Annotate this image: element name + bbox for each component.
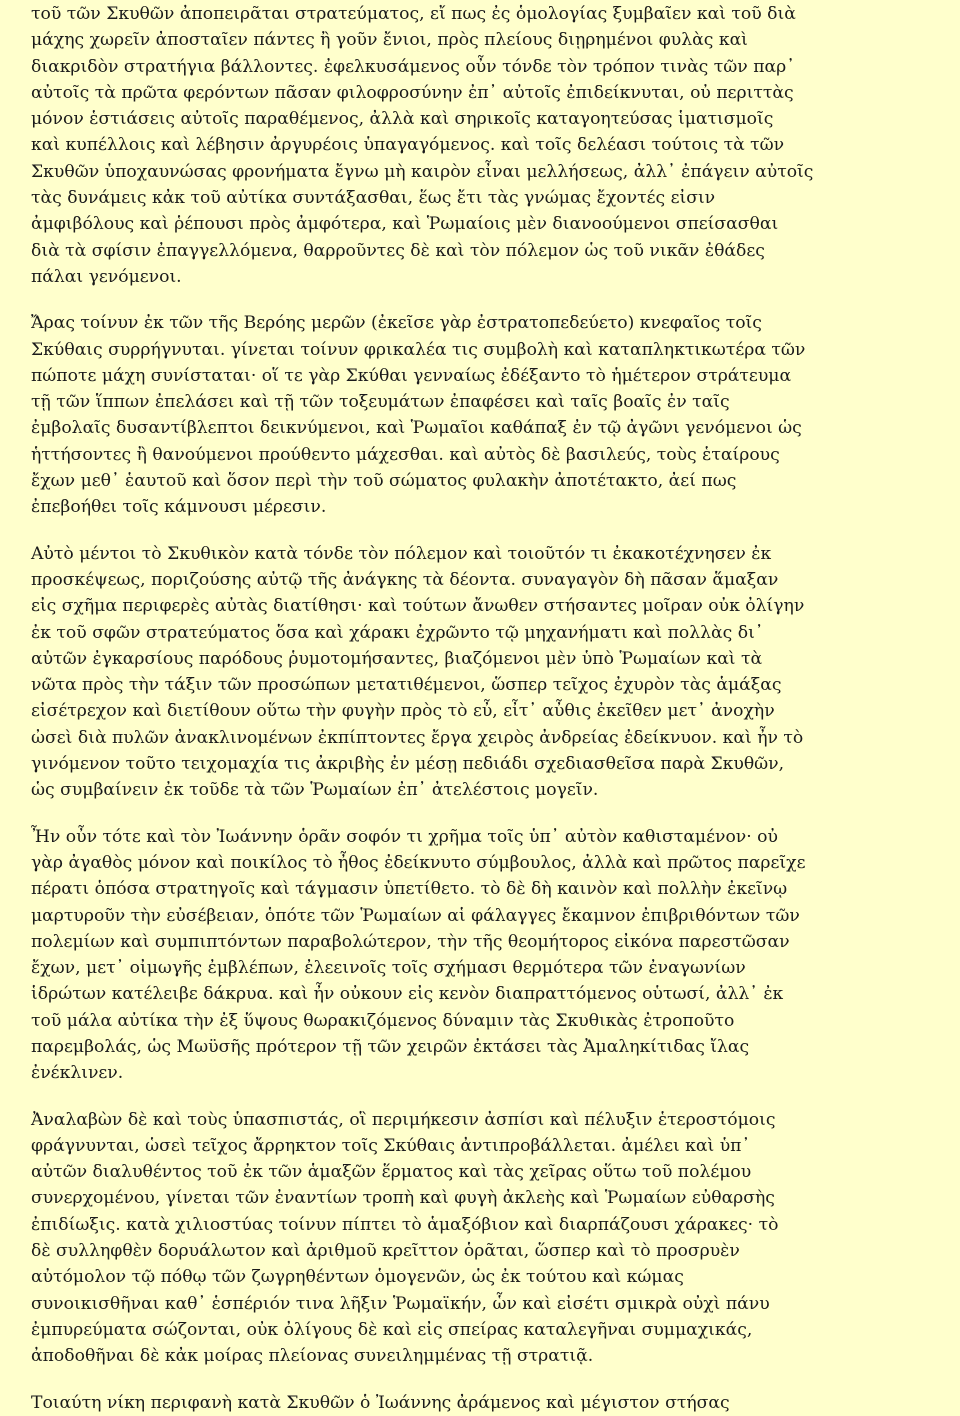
text-line: μαρτυροῦν τὴν εὐσέβειαν, ὁπότε τῶν Ῥωμαίων αἱ φάλαγγες ἔκαμνον ἐπιβριθόντων τῶν	[31, 905, 800, 926]
text-line: καὶ κυπέλλοις καὶ λέβησιν ἀργυρέοις ὑπαγαγόμενος. καὶ τοῖς δελέασι τούτοις τὰ τῶν	[31, 135, 785, 156]
text-line: συνερχομένου, γίνεται τῶν ἐναντίων τροπὴ καὶ φυγὴ ἀκλεὴς καὶ Ῥωμαίων εὐθαρσὴς	[31, 1188, 775, 1209]
text-line: πώποτε μάχη συνίσταται· οἵ τε γὰρ Σκύθαι γενναίως ἐδέξαντο τὸ ἡμέτερον στράτευμα	[31, 365, 792, 386]
text-line: ἐπιδίωξις. κατὰ χιλιοστύας τοίνυν πίπτει τὸ ἁμαξόβιον καὶ διαρπάζουσι χάρακες· τὸ	[31, 1214, 779, 1235]
text-line: Ἄρας τοίνυν ἐκ τῶν τῆς Βερόης μερῶν (ἐκεῖσε γὰρ ἐστρατοπεδεύετο) κνεφαῖος τοῖς	[31, 313, 762, 334]
text-line: τοῦ τῶν Σκυθῶν ἀποπειρᾶται στρατεύματος, εἴ πως ἐς ὁμολογίας ξυμβαῖεν καὶ τοῦ διὰ	[31, 4, 796, 24]
text-line: ἐπεβοήθει τοῖς κάμνουσι μέρεσιν.	[31, 497, 327, 518]
text-line: Ἦν οὖν τότε καὶ τὸν Ἰωάννην ὁρᾶν σοφόν τι χρῆμα τοῖς ὑπ᾽ αὐτὸν καθισταμένον· οὐ	[31, 826, 778, 847]
text-line: αὐτόμολον τῷ πόθῳ τῶν ζωγρηθέντων ὁμογενῶν, ὡς ἐκ τούτου καὶ κώμας	[31, 1267, 684, 1288]
text-line: Σκύθαις συρρήγνυται. γίνεται τοίνυν φρικαλέα τις συμβολὴ καὶ καταπληκτικωτέρα τῶν	[31, 339, 806, 360]
text-line: ὠσεὶ διὰ πυλῶν ἀνακλινομένων ἐκπίπτοντες ἔργα χειρὸς ἀνδρείας ἐδείκνυον. καὶ ἦν τὸ	[31, 727, 804, 748]
paragraph	[31, 541, 940, 804]
text-line: Σκυθῶν ὑποχαυνώσας φρονήματα ἔγνω μὴ καιρὸν εἶναι μελλήσεως, ἀλλ᾽ ἐπάγειν αὐτοῖς	[31, 161, 814, 182]
text-line: ὡς συμβαίνειν ἐκ τοῦδε τὰ τῶν Ῥωμαίων ἐπ᾽ ἀτελέστοις μογεῖν.	[31, 780, 599, 801]
text-line: εἰς σχῆμα περιφερὲς αὐτὰς διατίθησι· καὶ τούτων ἄνωθεν στήσαντες μοῖραν οὐκ ὀλίγην	[31, 596, 805, 617]
text-line: συνοικισθῆναι καθ᾽ ἑσπέριόν τινα λῆξιν Ῥωμαϊκήν, ὧν καὶ εἰσέτι σμικρὰ οὐχὶ πάνυ	[31, 1293, 770, 1314]
text-line: εἰσέτρεχον καὶ διετίθουν οὕτω τὴν φυγὴν πρὸς τὸ εὖ, εἶτ᾽ αὖθις ἐκεῖθεν μετ᾽ ἀνοχὴν	[31, 701, 775, 722]
text-line: αὐτῶν διαλυθέντος τοῦ ἐκ τῶν ἁμαξῶν ἕρματος καὶ τὰς χεῖρας οὕτω τοῦ πολέμου	[31, 1162, 752, 1183]
text-line: πέρατι ὁπόσα στρατηγοῖς καὶ τάγμασιν ὑπετίθετο. τὸ δὲ δὴ καινὸν καὶ πολλὴν ἐκεῖνῳ	[31, 879, 788, 900]
text-line: διακριδὸν στρατήγια βάλλοντες. ἐφελκυσάμενος οὖν τόνδε τὸν τρόπον τινὰς τῶν παρ᾽	[31, 56, 795, 77]
text-line: τὰς δυνάμεις κἀκ τοῦ αὐτίκα συντάξασθαι, ἕως ἔτι τὰς γνώμας ἔχοντές εἰσιν	[31, 188, 716, 209]
text-line: ἐνέκλινεν.	[31, 1063, 124, 1084]
text-line: ἐκ τοῦ σφῶν στρατεύματος ὅσα καὶ χάρακι ἐχρῶντο τῷ μηχανήματι καὶ πολλὰς δι᾽	[31, 622, 764, 643]
text-line: πολεμίων καὶ συμπιπτόντων παραβολώτερον, τὴν τῆς θεομήτορος εἰκόνα παρεστῶσαν	[31, 931, 790, 952]
paragraph	[31, 824, 940, 1087]
text-line: Αὐτὸ μέντοι τὸ Σκυθικὸν κατὰ τόνδε τὸν πόλεμον καὶ τοιοῦτόν τι ἐκακοτέχνησεν ἐκ	[31, 543, 772, 564]
text-line: Τοιαύτη νίκη περιφανὴ κατὰ Σκυθῶν ὁ Ἰωάννης ἀράμενος καὶ μέγιστον στήσας	[31, 1392, 730, 1413]
document-page	[0, 1, 960, 1416]
text-line: ἱδρώτων κατέλειβε δάκρυα. καὶ ἦν οὐκουν εἰς κενὸν διαπραττόμενος οὑτωσί, ἀλλ᾽ ἐκ	[31, 984, 784, 1005]
text-line: ἐμπυρεύματα σώζονται, οὐκ ὀλίγους δὲ καὶ εἰς σπείρας καταλεγῆναι συμμαχικάς,	[31, 1319, 753, 1340]
text-line: ἔχων μεθ᾽ ἑαυτοῦ καὶ ὅσον περὶ τὴν τοῦ σώματος φυλακὴν ἀποτέτακτο, ἀεί πως	[31, 471, 737, 492]
paragraph	[31, 1, 940, 290]
text-line: δὲ συλληφθὲν δορυάλωτον καὶ ἀριθμοῦ κρεῖττον ὁρᾶται, ὥσπερ καὶ τὸ προσρυὲν	[31, 1241, 740, 1262]
paragraph	[31, 1390, 940, 1416]
text-line: νῶτα πρὸς τὴν τάξιν τῶν προσώπων μετατιθέμενοι, ὥσπερ τεῖχος ἐχυρὸν τὰς ἁμάξας	[31, 675, 782, 696]
text-line: παρεμβολάς, ὡς Μωϋσῆς πρότερον τῇ τῶν χειρῶν ἐκτάσει τὰς Ἀμαληκίτιδας ἴλας	[31, 1036, 750, 1057]
text-line: Ἀναλαβὼν δὲ καὶ τοὺς ὑπασπιστάς, οἳ περιμήκεσιν ἀσπίσι καὶ πέλυξιν ἑτεροστόμοις	[31, 1109, 776, 1130]
paragraph	[31, 1107, 940, 1370]
text-line: πάλαι γενόμενοι.	[31, 266, 182, 287]
text-line: γὰρ ἀγαθὸς μόνον καὶ ποικίλος τὸ ἦθος ἐδείκνυτο σύμβουλος, ἀλλὰ καὶ πρῶτος παρεῖχε	[31, 852, 806, 873]
text-line: διὰ τὰ σφίσιν ἐπαγγελλόμενα, θαρροῦντες δὲ καὶ τὸν πόλεμον ὡς τοῦ νικᾶν ἐθάδες	[31, 240, 765, 261]
text-line: ἀμφιβόλους καὶ ῥέπουσι πρὸς ἀμφότερα, καὶ Ῥωμαίοις μὲν διανοούμενοι σπείσασθαι	[31, 214, 779, 235]
text-line: προσκέψεως, ποριζούσης αὐτῷ τῆς ἀνάγκης τὰ δέοντα. συναγαγὸν δὴ πᾶσαν ἅμαξαν	[31, 569, 779, 590]
text-line: ἡττήσοντες ἢ θανούμενοι προύθεντο μάχεσθαι. καὶ αὐτὸς δὲ βασιλεύς, τοὺς ἑταίρους	[31, 444, 780, 465]
text-line: αὐτῶν ἐγκαρσίους παρόδους ῥυμοτομήσαντες, βιαζόμενοι μὲν ὑπὸ Ῥωμαίων καὶ τὰ	[31, 648, 763, 669]
text-line: ἔχων, μετ᾽ οἰμωγῆς ἐμβλέπων, ἐλεεινοῖς τοῖς σχήμασι θερμότερα τῶν ἐναγωνίων	[31, 958, 746, 979]
text-line: ἀποδοθῆναι δὲ κἀκ μοίρας πλείονας συνειλημμένας τῇ στρατιᾷ.	[31, 1346, 594, 1367]
text-line: φράγνυνται, ὡσεὶ τεῖχος ἄρρηκτον τοῖς Σκύθαις ἀντιπροβάλλεται. ἀμέλει καὶ ὑπ᾽	[31, 1135, 751, 1156]
text-line: γινόμενον τοῦτο τειχομαχία τις ἀκριβὴς ἐν μέσῃ πεδιάδι σχεδιασθεῖσα παρὰ Σκυθῶν,	[31, 754, 785, 775]
text-line: μόνον ἑστιάσεις αὐτοῖς παραθέμενος, ἀλλὰ καὶ σηρικοῖς καταγοητεύσας ἱματισμοῖς	[31, 109, 774, 130]
text-line: αὐτοῖς τὰ πρῶτα φερόντων πᾶσαν φιλοφροσύνην ἐπ᾽ αὐτοῖς ἐπιδείκνυται, οὐ περιττὰς	[31, 82, 794, 103]
text-line: μάχης χωρεῖν ἀποσταῖεν πάντες ἢ γοῦν ἔνιοι, πρὸς πλείους διῃρημένοι φυλὰς καὶ	[31, 30, 748, 51]
paragraph	[31, 310, 940, 520]
text-line: τοῦ μάλα αὐτίκα τὴν ἐξ ὕψους θωρακιζόμενος δύναμιν τὰς Σκυθικὰς ἐτροποῦτο	[31, 1010, 735, 1031]
text-line: τῇ τῶν ἵππων ἐπελάσει καὶ τῇ τῶν τοξευμάτων ἐπαφέσει καὶ ταῖς βοαῖς ἐν ταῖς	[31, 392, 730, 413]
text-line: ἐμβολαῖς δυσαντίβλεπτοι δεικνύμενοι, καὶ Ῥωμαῖοι καθάπαξ ἐν τῷ ἀγῶνι γενόμενοι ὡς	[31, 418, 802, 439]
